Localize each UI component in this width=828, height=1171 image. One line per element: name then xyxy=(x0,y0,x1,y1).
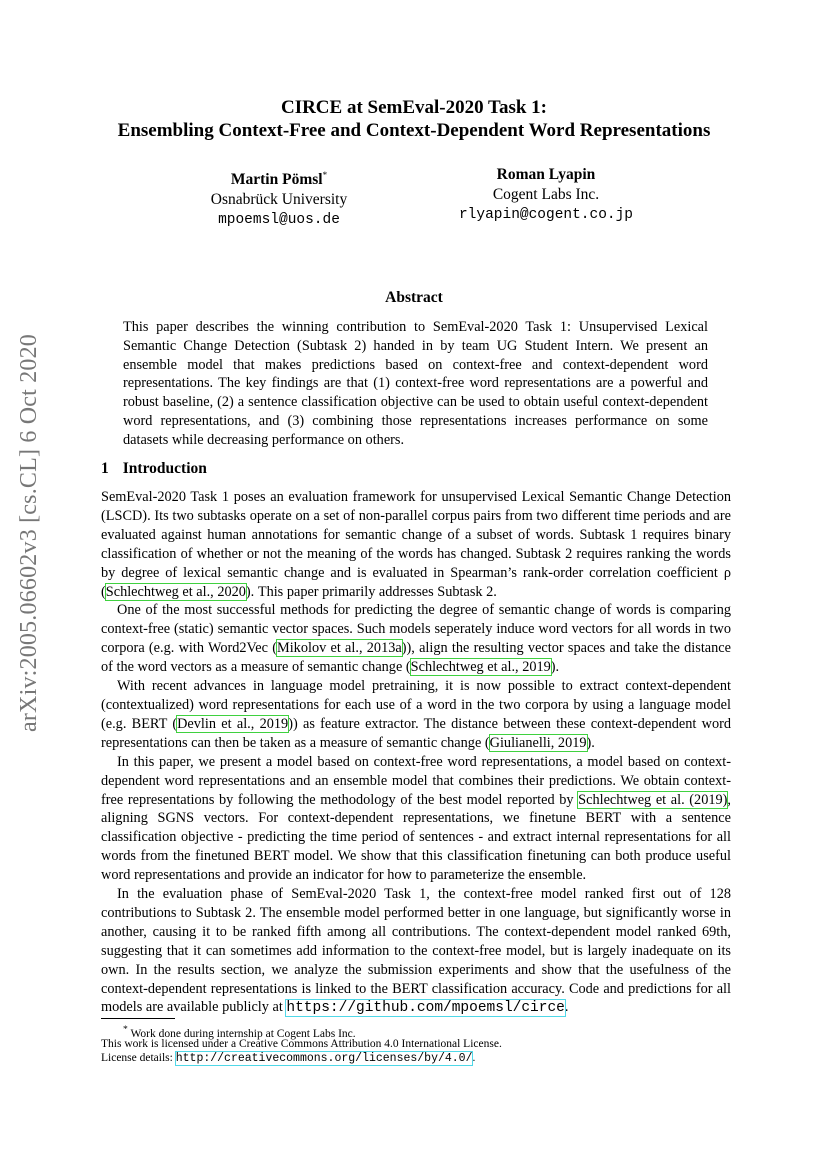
abstract-text: This paper describes the winning contribution to SemEval-2020 Task 1: Unsupervised Lexical Semantic Change Detection (Subtask 2) handed in by team UG Student Intern. We present an ensemble model that makes predictions based on context-free and context-dependent word representations. The key findings are that (1) context-free word representations are a powerful and robust baseline, (2) a sentence classification objective can be used to obtain useful context-dependent word representations, and (3) combining those representations increases performance on some datasets while decreasing performance on others. xyxy=(123,319,708,448)
text-run: ). xyxy=(586,734,595,751)
author-block-1 xyxy=(189,165,369,230)
arxiv-side-label: arXiv:2005.06602v3 [cs.CL] 6 Oct 2020 xyxy=(16,333,42,732)
citation-link[interactable]: Schlechtweg et al. (2019) xyxy=(578,791,728,808)
license-link[interactable]: http://creativecommons.org/licenses/by/4.0/ xyxy=(175,1052,473,1065)
paragraph-1 xyxy=(101,488,731,601)
paper-title xyxy=(0,96,828,142)
footnote-text: Work done during internship at Cogent Labs Inc. xyxy=(130,1027,356,1040)
author-name: Roman Lyapin xyxy=(496,166,596,183)
text-run: In this paper, we present a model based on context-free word representations, a model based on context-dependent word representations and an ensemble model that combines their predictions. We obtain context-free representations by following the methodology of the best model reported by xyxy=(101,753,731,808)
citation-link[interactable]: Schlechtweg et al., 2019 xyxy=(410,659,551,676)
title-line-2: Ensembling Context-Free and Context-Dependent Word Representations xyxy=(117,120,711,141)
text-run: )) as feature extractor. The distance between these context-dependent word representations can then be taken as a measure of semantic change ( xyxy=(101,715,732,751)
paragraph-2 xyxy=(101,601,731,677)
text-run: One of the most successful methods for predicting the degree of semantic change of words is comparing context-free (static) semantic vector spaces. Such models seperately induce word vectors for all words in two corpora (e.g. with Word2Vec ( xyxy=(101,602,731,657)
text-run: With recent advances in language model pretraining, it is now possible to extract context-dependent (contextualized) word representations for each use of a word in the two corpora by using a language model (e.g. BERT ( xyxy=(101,678,731,732)
text-run: , aligning SGNS vectors. For context-dependent representations, we finetune BERT with a sentence classification objective - predicting the time period of sentences - and extract internal representations for all words from the finetuned BERT model. We show that this classification finetuning can both produce useful word representations and provide an indicator for how to parameterize the ensemble. xyxy=(101,791,731,884)
author-email: mpoemsl@uos.de xyxy=(218,212,340,229)
citation-link[interactable]: Schlechtweg et al., 2020 xyxy=(105,583,246,600)
author-footnote-mark: * xyxy=(322,170,328,180)
license-label: License details: xyxy=(101,1052,176,1064)
section-title: Introduction xyxy=(122,460,207,477)
text-run: . xyxy=(564,999,569,1016)
author-email: rlyapin@cogent.co.jp xyxy=(458,207,634,223)
paragraph-5 xyxy=(101,885,731,1018)
paragraph-4 xyxy=(101,753,731,885)
introduction-body xyxy=(101,488,731,1018)
citation-link[interactable]: Giulianelli, 2019 xyxy=(489,734,587,751)
text-run: ). This paper primarily addresses Subtask 2. xyxy=(245,583,497,600)
text-run: SemEval-2020 Task 1 poses an evaluation framework for unsupervised Lexical Semantic Change Detection (LSCD). Its two subtasks operate on a set of non-parallel corpus pairs from two different time periods and are evaluated against human annotations for semantic change of a subset of words. Subtask 1 requires binary classification of whether or not the meaning of the words has changed. Subtask 2 requires ranking the words by degree of lexical semantic change and is evaluated in Spearman’s rank-order correlation coefficient ρ ( xyxy=(101,489,731,600)
section-number: 1 xyxy=(101,460,109,477)
text-run: )), align the resulting vector spaces and take the distance of the word vectors as a measure of semantic change ( xyxy=(101,640,731,676)
title-line-1: CIRCE at SemEval-2020 Task 1: xyxy=(280,97,548,118)
footnote-rule xyxy=(101,1018,175,1019)
citation-link[interactable]: Mikolov et al., 2013a xyxy=(276,640,402,657)
license-details xyxy=(101,1051,741,1066)
paragraph-3 xyxy=(101,677,731,753)
text-run: In the evaluation phase of SemEval-2020 Task 1, the context-free model ranked first out of 128 contributions to Subtask 2. The ensemble model performed better in one language, but significantly worse in another, causing it to be ranked fifth among all contributions. The context-dependent model ranked 69th, suggesting that it can sometimes add information to the context-free model, but is largely inadequate on its own. In the results section, we analyze the submission experiments and show that the usefulness of the context-dependent representations is linked to the BERT classification accuracy. Code and predictions for all models are available publicly at xyxy=(101,886,731,1016)
footnote-mark: * xyxy=(123,1024,128,1035)
author-affiliation: Cogent Labs Inc. xyxy=(492,186,600,203)
github-link[interactable]: https://github.com/mpoemsl/circe xyxy=(286,1000,565,1017)
author-affiliation: Osnabrück University xyxy=(210,191,348,209)
text-run: . xyxy=(472,1052,476,1064)
section-heading xyxy=(101,460,207,478)
citation-link[interactable]: Devlin et al., 2019 xyxy=(177,715,289,732)
text-run: ). xyxy=(550,659,560,676)
abstract-heading: Abstract xyxy=(385,289,443,306)
license-line: This work is licensed under a Creative Commons Attribution 4.0 International License. xyxy=(101,1038,502,1050)
author-block-2 xyxy=(446,165,646,225)
author-name: Martin Pömsl xyxy=(230,171,323,189)
